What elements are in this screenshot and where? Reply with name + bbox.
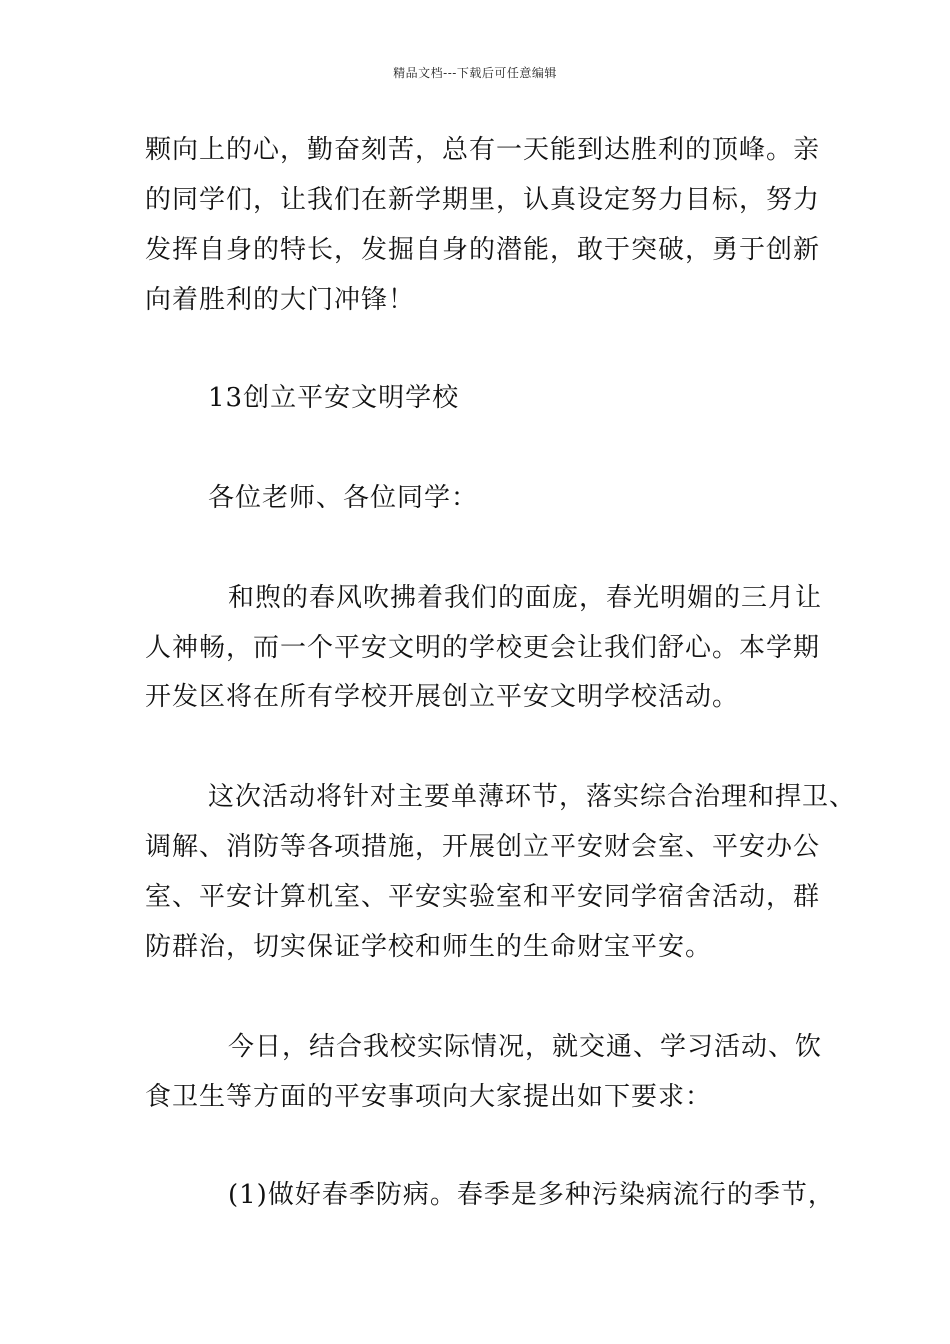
- body-line: 防群治，切实保证学校和师生的生命财宝平安。: [145, 932, 713, 962]
- body-line: 颗向上的心，勤奋刻苦，总有一天能到达胜利的顶峰。亲: [145, 135, 821, 165]
- body-line: (1)做好春季防病。春季是多种污染病流行的季节，: [228, 1180, 835, 1210]
- body-line: 人神畅，而一个平安文明的学校更会让我们舒心。本学期: [145, 633, 821, 663]
- body-line: 食卫生等方面的平安事项向大家提出如下要求：: [145, 1082, 713, 1112]
- page-header: 精品文档---下载后可任意编辑: [393, 66, 557, 80]
- body-line: 今日，结合我校实际情况，就交通、学习活动、饮: [228, 1032, 823, 1062]
- salutation: 各位老师、各位同学：: [208, 483, 479, 513]
- body-line: 这次活动将针对主要单薄环节，落实综合治理和捍卫、: [208, 782, 857, 812]
- body-line: 开发区将在所有学校开展创立平安文明学校活动。: [145, 682, 740, 712]
- section-heading: 13创立平安文明学校: [208, 383, 460, 413]
- body-line: 和煦的春风吹拂着我们的面庞，春光明媚的三月让: [228, 583, 823, 613]
- body-line: 的同学们，让我们在新学期里，认真设定努力目标，努力: [145, 185, 821, 215]
- body-line: 室、平安计算机室、平安实验室和平安同学宿舍活动，群: [145, 882, 821, 912]
- body-line: 发挥自身的特长，发掘自身的潜能，敢于突破，勇于创新: [145, 235, 821, 265]
- body-line: 调解、消防等各项措施，开展创立平安财会室、平安办公: [145, 832, 821, 862]
- body-line: 向着胜利的大门冲锋！: [145, 285, 416, 315]
